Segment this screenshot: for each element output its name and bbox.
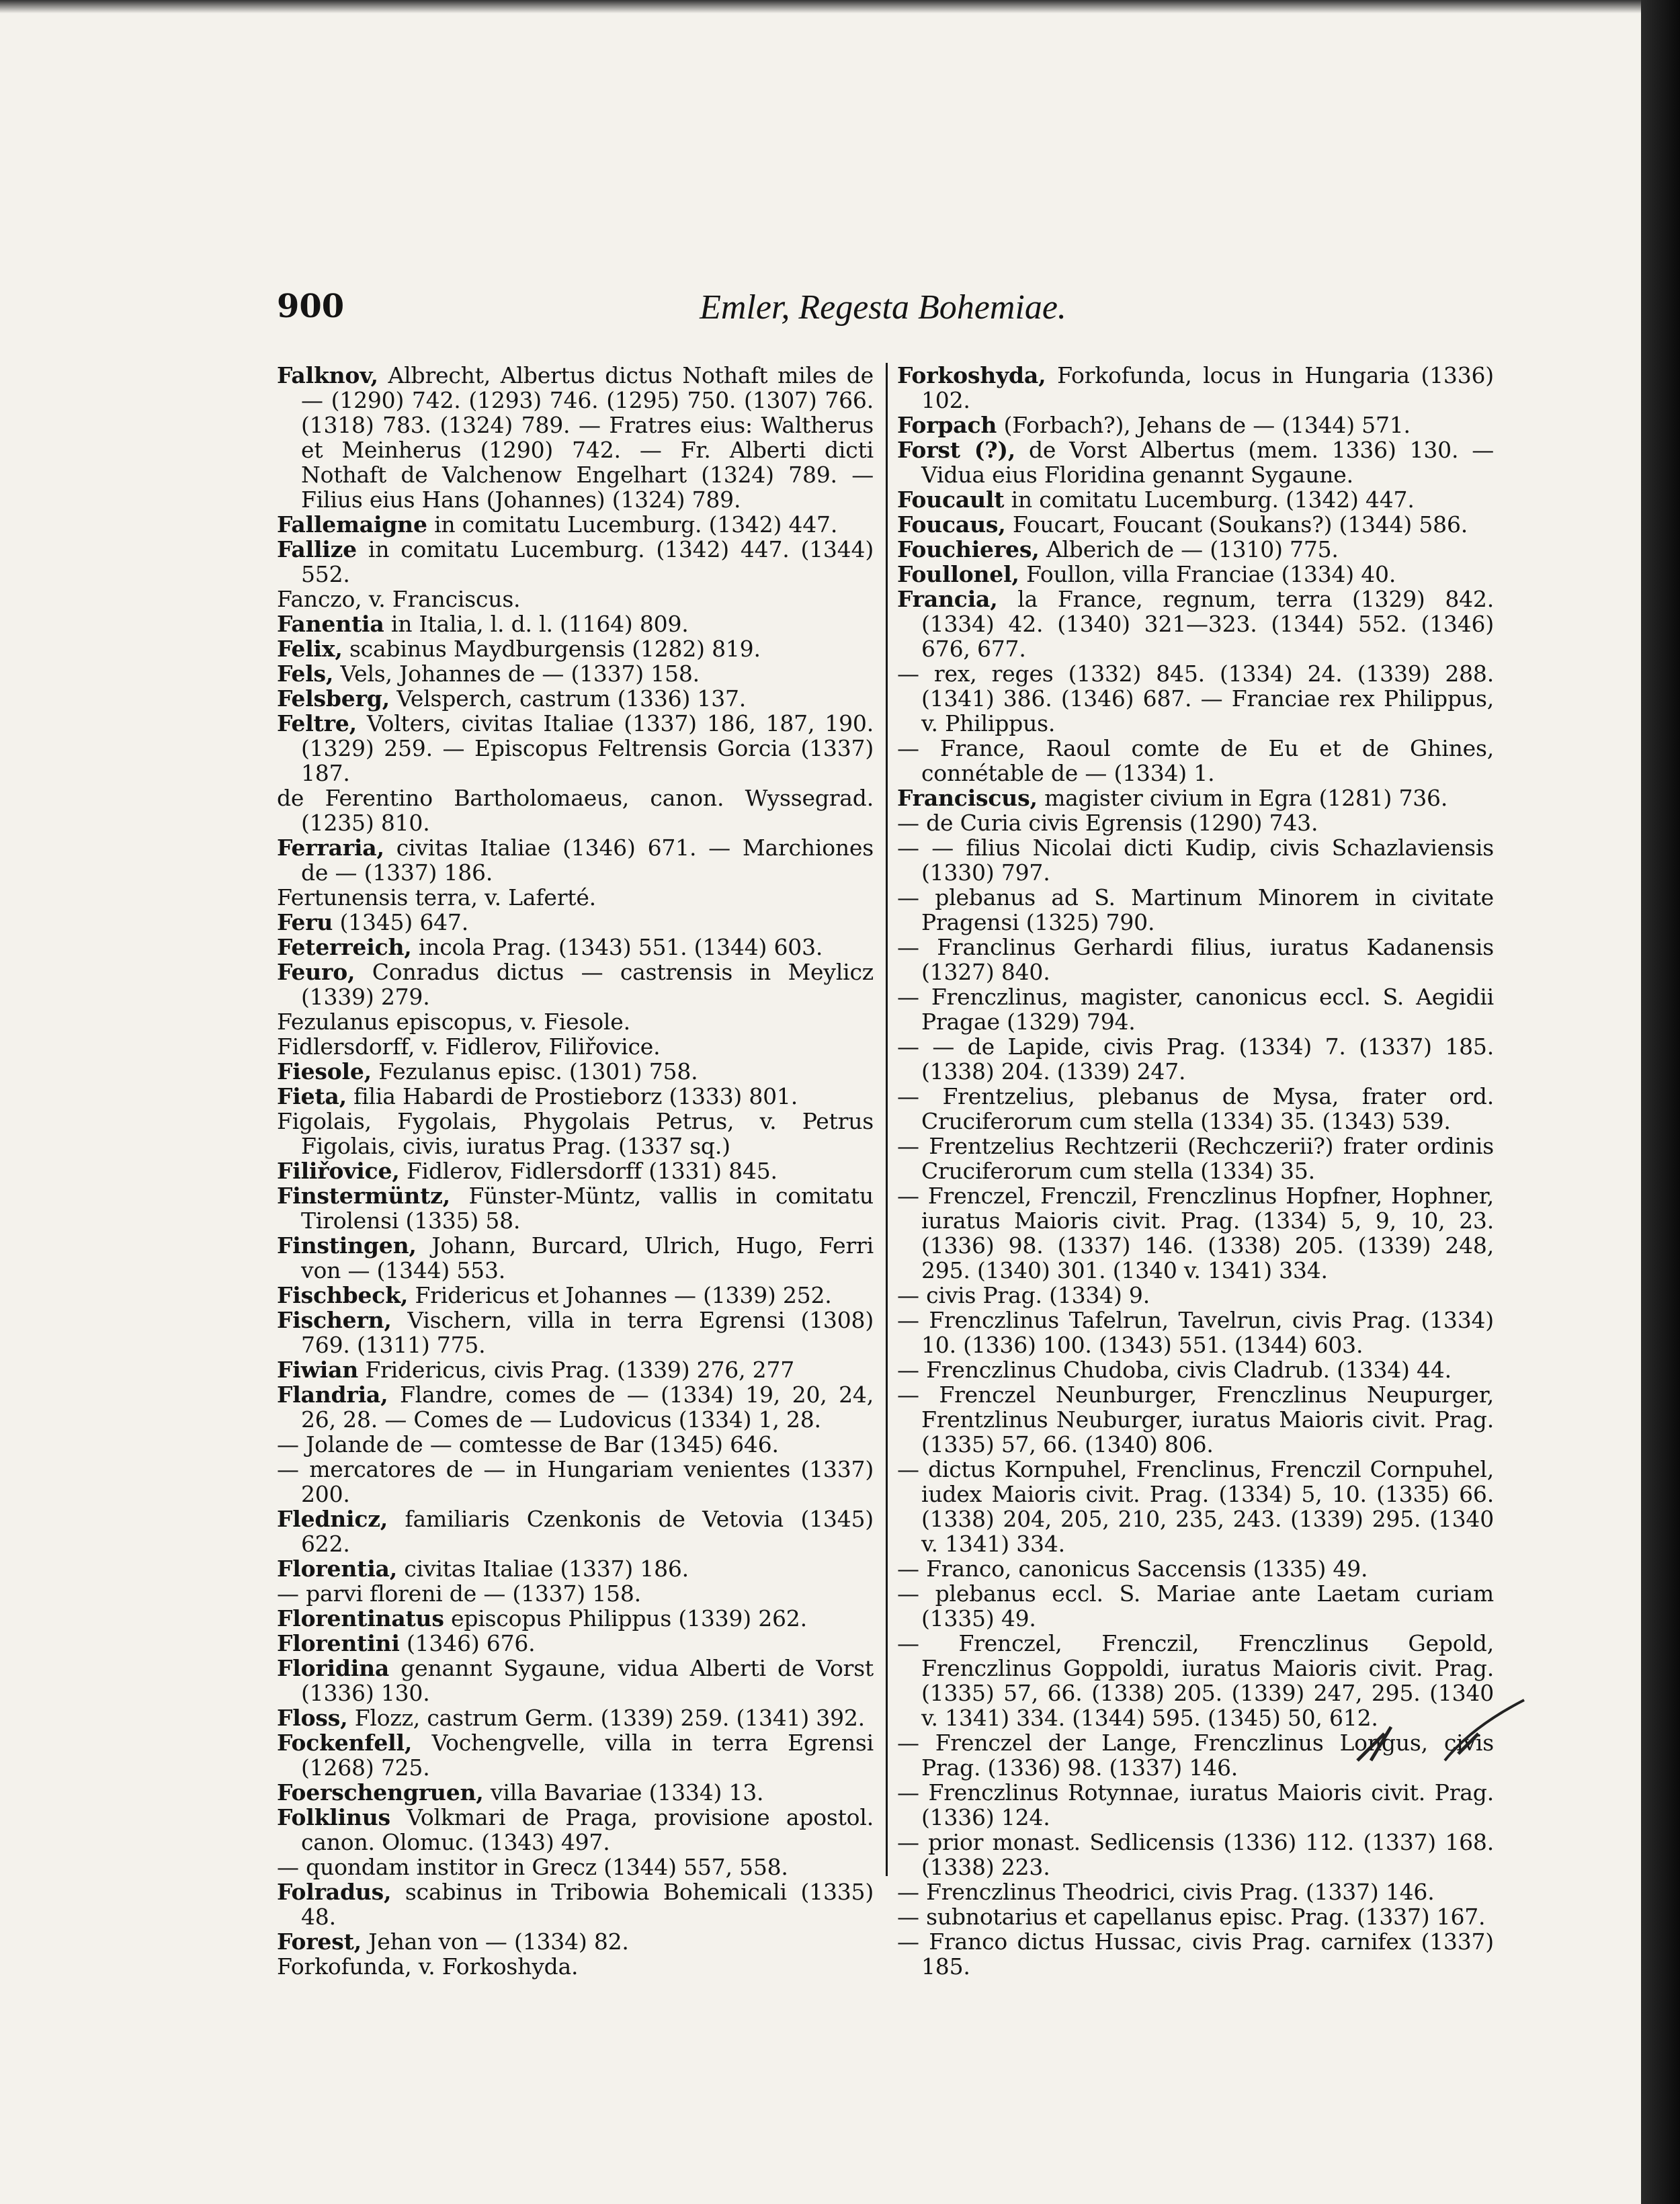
index-entry	[277, 1631, 874, 1656]
index-entry	[897, 587, 1494, 661]
index-entry	[897, 1382, 1494, 1457]
entry-headword: Floss,	[277, 1705, 348, 1731]
entry-headword: Foucault	[897, 486, 1005, 513]
entry-headword: Fouchieres,	[897, 536, 1040, 562]
entry-text: — subnotarius et capellanus episc. Prag. (1337) 167.	[897, 1904, 1486, 1930]
entry-text: incola Prag. (1343) 551. (1344) 603.	[411, 934, 823, 960]
entry-text: — Frenczel, Frenczil, Frenczlinus Gepold, Frenczlinus Goppoldi, iuratus Maioris civit. Prag. (1335) 57, 66. (1338) 205. (1339) 247, 295. (1340 v. 1341) 334. (1344) 595. (1345) 50, 612.	[897, 1630, 1494, 1731]
index-entry	[277, 512, 874, 537]
page-number: 900	[277, 288, 345, 325]
entry-text: Fridericus, civis Prag. (1339) 276, 277	[358, 1357, 795, 1383]
index-entry	[277, 611, 874, 636]
entry-headword: Foucaus,	[897, 511, 1006, 538]
running-title: Emler, Regesta Bohemiae.	[700, 288, 1066, 327]
entry-text: Fanczo, v. Franciscus.	[277, 586, 521, 612]
index-entry	[897, 1134, 1494, 1183]
entry-headword: Felix,	[277, 636, 343, 662]
entry-text: — de Curia civis Egrensis (1290) 743.	[897, 810, 1318, 836]
entry-headword: Foullonel,	[897, 561, 1019, 587]
entry-text: Fezulanus episc. (1301) 758.	[371, 1058, 698, 1085]
entry-headword: Folradus,	[277, 1879, 392, 1905]
entry-text: — Frentzelius, plebanus de Mysa, frater ord. Cruciferorum cum stella (1334) 35. (1343) 539.	[897, 1083, 1494, 1134]
scan-shadow-top	[0, 0, 1680, 13]
index-entry	[897, 1308, 1494, 1357]
index-entry	[897, 1034, 1494, 1084]
index-entry	[897, 413, 1494, 437]
index-entry	[897, 487, 1494, 512]
index-entry	[897, 1879, 1494, 1904]
entry-text: — Franclinus Gerhardi filius, iuratus Kadanensis (1327) 840.	[897, 934, 1494, 985]
index-entry	[277, 1656, 874, 1705]
entry-headword: Felsberg,	[277, 685, 390, 712]
entry-text: Albrecht, Albertus dictus Nothaft miles de — (1290) 742. (1293) 746. (1295) 750. (1307) 766. (1318) 783. (1324) 789. — Fratres eius: Waltherus et Meinherus (1290) 742. — Fr. Alberti dicti Nothaft de Valchenow Engelhart (1324) 789. — Filius eius Hans (Johannes) (1324) 789.	[301, 362, 874, 513]
entry-text: — Frenczlinus Rotynnae, iuratus Maioris civit. Prag. (1336) 124.	[897, 1779, 1494, 1830]
index-entry	[277, 661, 874, 686]
index-entry	[277, 1929, 874, 1954]
entry-text: Foullon, villa Franciae (1334) 40.	[1019, 561, 1396, 587]
entry-text: — quondam institor in Grecz (1344) 557, 558.	[277, 1854, 788, 1880]
entry-headword: Fanentia	[277, 611, 384, 637]
index-entry	[897, 363, 1494, 413]
entry-text: — Frentzelius Rechtzerii (Rechczerii?) frater ordinis Cruciferorum cum stella (1334) 35.	[897, 1133, 1494, 1184]
entry-headword: Finstingen,	[277, 1232, 417, 1259]
entry-headword: Forst (?),	[897, 437, 1016, 463]
entry-text: Vels, Johannes de — (1337) 158.	[333, 661, 700, 687]
entry-text: familiaris Czenkonis de Vetovia (1345) 622.	[301, 1506, 874, 1557]
entry-headword: Forest,	[277, 1929, 362, 1955]
index-entry	[897, 1556, 1494, 1581]
entry-text: — civis Prag. (1334) 9.	[897, 1282, 1150, 1308]
index-entry	[277, 1233, 874, 1283]
index-entry	[277, 1034, 874, 1059]
entry-text: genannt Sygaune, vidua Alberti de Vorst (1336) 130.	[301, 1655, 874, 1706]
index-entry	[277, 1059, 874, 1084]
entry-text: Volkmari de Praga, provisione apostol. canon. Olomuc. (1343) 497.	[301, 1804, 874, 1855]
index-entry	[277, 1855, 874, 1879]
entry-text: Fridericus et Johannes — (1339) 252.	[408, 1282, 832, 1308]
index-entry	[277, 1556, 874, 1581]
entry-text: magister civium in Egra (1281) 736.	[1037, 785, 1448, 811]
index-entry	[897, 512, 1494, 537]
index-entry	[277, 1183, 874, 1233]
index-entry	[277, 1507, 874, 1556]
entry-headword: Flednicz,	[277, 1506, 388, 1532]
entry-headword: Filiřovice,	[277, 1158, 400, 1184]
index-entry	[897, 661, 1494, 736]
entry-text: — rex, reges (1332) 845. (1334) 24. (1339) 288. (1341) 386. (1346) 687. — Franciae rex Philippus, v. Philippus.	[897, 661, 1494, 736]
entry-headword: Falknov,	[277, 362, 378, 388]
index-entry	[897, 1929, 1494, 1979]
entry-text: Foucart, Foucant (Soukans?) (1344) 586.	[1005, 511, 1468, 538]
entry-text: — Franco, canonicus Saccensis (1335) 49.	[897, 1556, 1368, 1582]
entry-text: scabinus in Tribowia Bohemicali (1335) 48.	[301, 1879, 874, 1930]
entry-text: Vischern, villa in terra Egrensi (1308) 769. (1311) 775.	[301, 1307, 874, 1358]
entry-text: — prior monast. Sedlicensis (1336) 112. (1337) 168. (1338) 223.	[897, 1829, 1494, 1880]
entry-text: Vochengvelle, villa in terra Egrensi (1268) 725.	[301, 1730, 874, 1781]
index-entry	[277, 636, 874, 661]
entry-text: de Vorst Albertus (mem. 1336) 130. — Vidua eius Floridina genannt Sygaune.	[921, 437, 1494, 488]
entry-text: Fertunensis terra, v. Laferté.	[277, 884, 596, 910]
index-entry	[897, 935, 1494, 984]
index-entry	[897, 562, 1494, 587]
index-entry	[277, 786, 874, 835]
index-entry	[277, 711, 874, 786]
entry-text: villa Bavariae (1334) 13.	[483, 1779, 764, 1806]
entry-headword: Forpach	[897, 412, 997, 438]
entry-text: Volters, civitas Italiae (1337) 186, 187, 190. (1329) 259. — Episcopus Feltrensis Gorcia (1337) 187.	[301, 710, 874, 786]
index-entry	[277, 1954, 874, 1979]
entry-headword: Florentinatus	[277, 1605, 444, 1631]
entry-text: (Forbach?), Jehans de — (1344) 571.	[997, 412, 1411, 438]
index-entry	[897, 1581, 1494, 1631]
index-entry	[277, 1730, 874, 1780]
index-entry	[897, 786, 1494, 810]
index-entry	[277, 1606, 874, 1631]
entry-headword: Feuro,	[277, 959, 355, 985]
entry-headword: Forkoshyda,	[897, 362, 1046, 388]
entry-headword: Fels,	[277, 661, 334, 687]
index-entry	[277, 1457, 874, 1507]
entry-headword: Floridina	[277, 1655, 390, 1681]
entry-text: Flandre, comes de — (1334) 19, 20, 24, 26, 28. — Comes de — Ludovicus (1334) 1, 28.	[301, 1382, 874, 1433]
entry-text: episcopus Philippus (1339) 262.	[444, 1605, 807, 1631]
entry-headword: Folklinus	[277, 1804, 390, 1830]
entry-headword: Florentia,	[277, 1556, 398, 1582]
entry-text: — Jolande de — comtesse de Bar (1345) 646.	[277, 1431, 779, 1457]
index-column-right	[897, 362, 1494, 1980]
index-entry	[277, 835, 874, 885]
entry-text: Fidlersdorff, v. Fidlerov, Filiřovice.	[277, 1033, 661, 1060]
index-entry	[277, 885, 874, 910]
entry-text: Conradus dictus — castrensis in Meylicz (1339) 279.	[301, 959, 874, 1010]
entry-text: (1346) 676.	[399, 1630, 536, 1656]
page-header	[277, 288, 1489, 328]
index-entry	[277, 1780, 874, 1805]
entry-text: Fezulanus episcopus, v. Fiesole.	[277, 1009, 630, 1035]
index-entry	[897, 1780, 1494, 1830]
index-entry	[277, 1581, 874, 1606]
index-entry	[897, 810, 1494, 835]
index-entry	[897, 1183, 1494, 1283]
scan-shadow-right	[1641, 0, 1680, 2204]
entry-headword: Fischern,	[277, 1307, 392, 1333]
index-entry	[277, 686, 874, 711]
column-divider	[886, 363, 888, 1876]
entry-headword: Francia,	[897, 586, 998, 612]
entry-text: — France, Raoul comte de Eu et de Ghines, connétable de — (1334) 1.	[897, 735, 1494, 786]
entry-text: Figolais, Fygolais, Phygolais Petrus, v. Petrus Figolais, civis, iuratus Prag. (1337 sq.)	[277, 1108, 874, 1159]
entry-text: — Frenczlinus Tafelrun, Tavelrun, civis Prag. (1334) 10. (1336) 100. (1343) 551. (1344) 603.	[897, 1307, 1494, 1358]
entry-text: la France, regnum, terra (1329) 842. (1334) 42. (1340) 321—323. (1344) 552. (1346) 676, 677.	[921, 586, 1494, 662]
entry-text: — dictus Kornpuhel, Frenclinus, Frenczil Cornpuhel, iudex Maioris civit. Prag. (1334) 5, 10. (1335) 66. (1338) 204, 205, 210, 235, 243. (1339) 295. (1340 v. 1341) 334.	[897, 1456, 1494, 1557]
entry-text: in comitatu Lucemburg. (1342) 447.	[1004, 486, 1415, 513]
index-entry	[897, 537, 1494, 562]
entry-headword: Fallize	[277, 536, 357, 562]
entry-text: scabinus Maydburgensis (1282) 819.	[342, 636, 761, 662]
index-entry	[277, 1879, 874, 1929]
entry-text: — parvi floreni de — (1337) 158.	[277, 1580, 641, 1607]
index-entry	[897, 1457, 1494, 1556]
index-entry	[277, 1705, 874, 1730]
entry-text: in Italia, l. d. l. (1164) 809.	[384, 611, 689, 637]
entry-text: civitas Italiae (1346) 671. — Marchiones de — (1337) 186.	[301, 835, 874, 886]
entry-headword: Fiwian	[277, 1357, 359, 1383]
entry-text: de Ferentino Bartholomaeus, canon. Wyssegrad. (1235) 810.	[277, 785, 874, 836]
index-entry	[277, 587, 874, 611]
index-entry	[277, 1283, 874, 1308]
entry-headword: Fieta,	[277, 1083, 347, 1109]
index-entry	[897, 885, 1494, 935]
index-entry	[897, 736, 1494, 786]
index-entry	[897, 1904, 1494, 1929]
index-entry	[277, 1084, 874, 1109]
index-entry	[897, 1357, 1494, 1382]
entry-headword: Finstermüntz,	[277, 1183, 450, 1209]
entry-text: — plebanus ad S. Martinum Minorem in civitate Pragensi (1325) 790.	[897, 884, 1494, 935]
entry-text: Jehan von — (1334) 82.	[361, 1929, 629, 1955]
entry-headword: Ferraria,	[277, 835, 384, 861]
handwritten-correction-marks	[1344, 1687, 1532, 1781]
entry-text: in comitatu Lucemburg. (1342) 447.	[427, 511, 838, 538]
entry-text: — Frenczlinus Theodrici, civis Prag. (1337) 146.	[897, 1879, 1435, 1905]
index-entry	[277, 1308, 874, 1357]
index-entry	[897, 1830, 1494, 1879]
entry-headword: Feru	[277, 909, 333, 935]
index-entry	[277, 1432, 874, 1457]
entry-headword: Feltre,	[277, 710, 357, 736]
entry-text: Johann, Burcard, Ulrich, Hugo, Ferri von — (1344) 553.	[301, 1232, 874, 1283]
index-entry	[897, 1084, 1494, 1134]
entry-text: Flozz, castrum Germ. (1339) 259. (1341) 392.	[347, 1705, 865, 1731]
entry-text: — Frenczel der Lange, Frenczlinus Longus, civis Prag. (1336) 98. (1337) 146.	[897, 1730, 1494, 1781]
index-entry	[277, 1109, 874, 1158]
index-entry	[897, 984, 1494, 1034]
entry-headword: Fiesole,	[277, 1058, 372, 1085]
entry-text: civitas Italiae (1337) 186.	[397, 1556, 689, 1582]
entry-text: Fünster-Müntz, vallis in comitatu Tirolensi (1335) 58.	[301, 1183, 874, 1234]
entry-headword: Fockenfell,	[277, 1730, 413, 1756]
entry-text: — Frenczel Neunburger, Frenczlinus Neupurger, Frentzlinus Neuburger, iuratus Maioris civit. Prag. (1335) 57, 66. (1340) 806.	[897, 1382, 1494, 1457]
entry-text: — plebanus eccl. S. Mariae ante Laetam curiam (1335) 49.	[897, 1580, 1494, 1631]
entry-text: Alberich de — (1310) 775.	[1039, 536, 1339, 562]
entry-text: — Frenczel, Frenczil, Frenczlinus Hopfner, Hophner, iuratus Maioris civit. Prag. (1334) 5, 9, 10, 23. (1336) 98. (1337) 146. (1338) 205. (1339) 248, 295. (1340) 301. (1340 v. 1341) 334.	[897, 1183, 1494, 1283]
index-entry	[277, 537, 874, 587]
entry-headword: Franciscus,	[897, 785, 1038, 811]
entry-headword: Feterreich,	[277, 934, 412, 960]
entry-headword: Fischbeck,	[277, 1282, 409, 1308]
entry-text: Fidlerov, Fidlersdorff (1331) 845.	[399, 1158, 778, 1184]
entry-text: (1345) 647.	[333, 909, 468, 935]
entry-text: — — filius Nicolai dicti Kudip, civis Schazlaviensis (1330) 797.	[897, 835, 1494, 886]
entry-text: Forkofunda, locus in Hungaria (1336) 102.	[921, 362, 1494, 413]
index-column-left	[277, 362, 874, 1980]
index-entry	[277, 1158, 874, 1183]
entry-text: — Frenczlinus, magister, canonicus eccl. S. Aegidii Pragae (1329) 794.	[897, 984, 1494, 1035]
entry-text: in comitatu Lucemburg. (1342) 447. (1344) 552.	[301, 536, 874, 587]
entry-text: — Frenczlinus Chudoba, civis Cladrub. (1334) 44.	[897, 1357, 1452, 1383]
index-entry	[277, 1382, 874, 1432]
index-entry	[277, 935, 874, 960]
index-entry	[277, 1805, 874, 1855]
entry-headword: Florentini	[277, 1630, 400, 1656]
index-entry	[277, 363, 874, 512]
entry-text: Forkofunda, v. Forkoshyda.	[277, 1953, 579, 1980]
index-entry	[277, 1009, 874, 1034]
index-entry	[277, 960, 874, 1009]
index-entry	[897, 1283, 1494, 1308]
entry-text: filia Habardi de Prostieborz (1333) 801.	[346, 1083, 798, 1109]
index-entry	[897, 437, 1494, 487]
entry-text: Velsperch, castrum (1336) 137.	[389, 685, 747, 712]
entry-text: — — de Lapide, civis Prag. (1334) 7. (1337) 185. (1338) 204. (1339) 247.	[897, 1033, 1494, 1085]
entry-text: — mercatores de — in Hungariam venientes (1337) 200.	[277, 1456, 874, 1507]
index-entry	[277, 910, 874, 935]
entry-text: — Franco dictus Hussac, civis Prag. carnifex (1337) 185.	[897, 1929, 1494, 1980]
entry-headword: Flandria,	[277, 1382, 388, 1408]
entry-headword: Foerschengruen,	[277, 1779, 484, 1806]
entry-headword: Fallemaigne	[277, 511, 427, 538]
index-entry	[897, 835, 1494, 885]
index-entry	[277, 1357, 874, 1382]
